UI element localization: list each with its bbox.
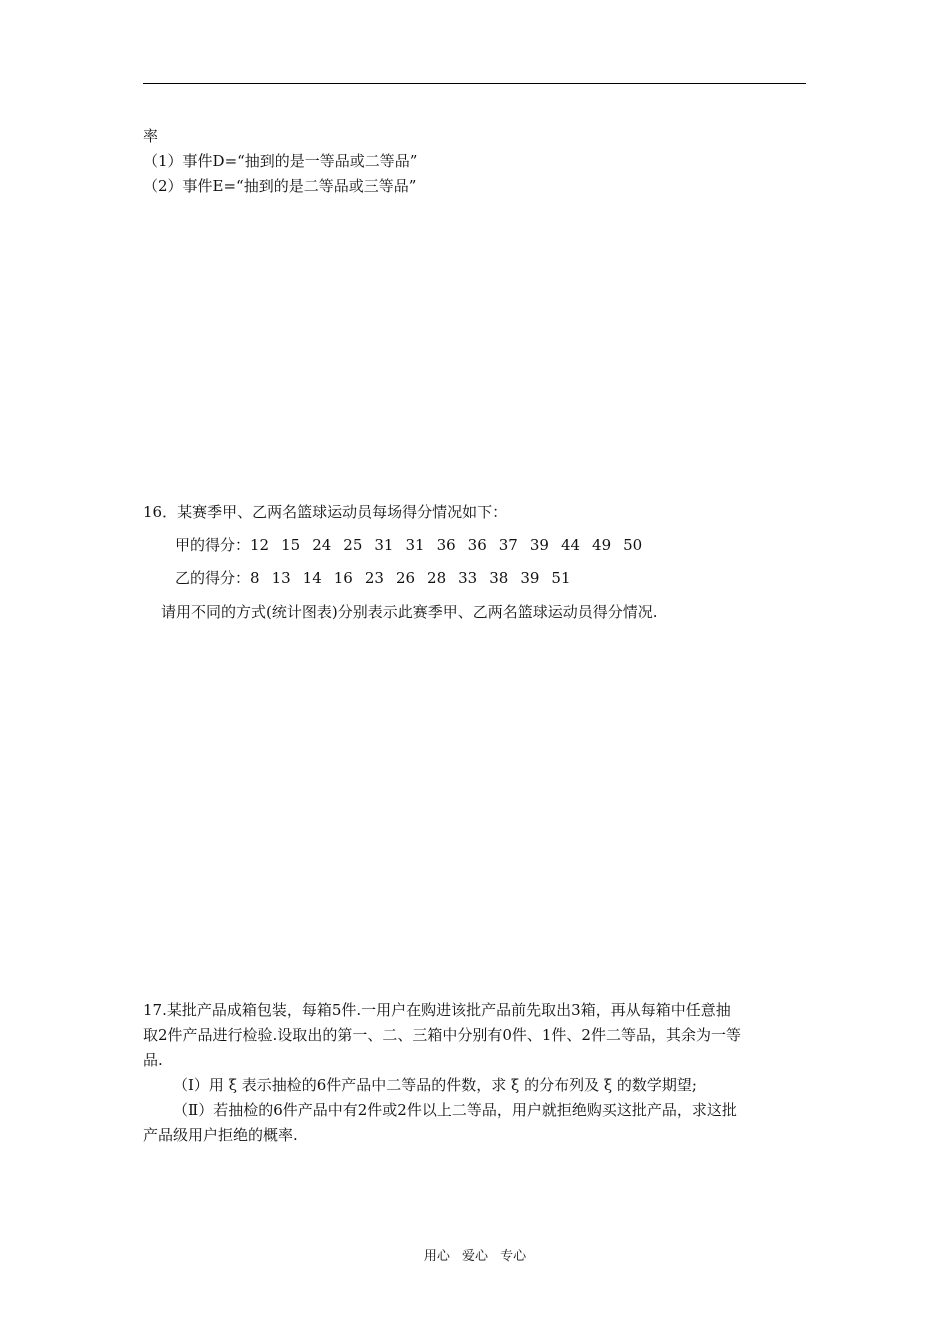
jia-score: 15 bbox=[281, 536, 301, 554]
jia-score: 50 bbox=[623, 536, 643, 554]
yi-score: 33 bbox=[458, 569, 478, 587]
question16-title: 16．某赛季甲、乙两名篮球运动员每场得分情况如下： bbox=[143, 503, 508, 521]
jia-score: 36 bbox=[436, 536, 456, 554]
page-footer bbox=[0, 1248, 950, 1266]
yi-score: 23 bbox=[364, 569, 384, 587]
footer-word-3: 专心 bbox=[500, 1249, 527, 1264]
section15-line: 率 bbox=[143, 127, 159, 145]
yi-score: 8 bbox=[250, 569, 260, 587]
section15-item2: （2）事件E=“抽到的是二等品或三等品” bbox=[143, 177, 417, 195]
jia-score: 37 bbox=[498, 536, 518, 554]
question17-line2: 取2件产品进行检验.设取出的第一、二、三箱中分别有0件、1件、2件二等品，其余为一等 bbox=[143, 1026, 741, 1044]
jia-score: 49 bbox=[592, 536, 612, 554]
yi-score: 16 bbox=[333, 569, 353, 587]
question17-line1: 17.某批产品成箱包装，每箱5件.一用户在购进该批产品前先取出3箱，再从每箱中任意抽 bbox=[143, 1001, 731, 1019]
header-rule bbox=[143, 83, 806, 84]
yi-score: 51 bbox=[551, 569, 571, 587]
yi-label: 乙的得分： bbox=[175, 569, 251, 587]
yi-score: 14 bbox=[302, 569, 322, 587]
jia-score: 44 bbox=[560, 536, 581, 554]
yi-score: 13 bbox=[271, 569, 291, 587]
yi-score: 28 bbox=[427, 569, 447, 587]
footer-word-2: 爱心 bbox=[461, 1249, 488, 1264]
question17-part1: （Ⅰ）用 ξ 表示抽检的6件产品中二等品的件数，求 ξ 的分布列及 ξ 的数学期望; bbox=[173, 1076, 697, 1094]
jia-score: 12 bbox=[250, 536, 270, 554]
yi-score: 39 bbox=[520, 569, 540, 587]
jia-scores-row bbox=[175, 535, 642, 555]
question16-task: 请用不同的方式(统计图表)分别表示此赛季甲、乙两名篮球运动员得分情况. bbox=[161, 603, 658, 621]
question17-line3: 品. bbox=[143, 1051, 163, 1069]
jia-score: 24 bbox=[312, 536, 332, 554]
section15-item1: （1）事件D=“抽到的是一等品或二等品” bbox=[143, 152, 418, 170]
question17-part2-cont: 产品级用户拒绝的概率. bbox=[143, 1126, 298, 1144]
yi-scores-row bbox=[175, 568, 571, 588]
jia-label: 甲的得分： bbox=[175, 536, 251, 554]
jia-score: 36 bbox=[467, 536, 487, 554]
jia-score: 25 bbox=[343, 536, 363, 554]
jia-score: 31 bbox=[374, 536, 394, 554]
jia-score: 39 bbox=[529, 536, 549, 554]
yi-score: 38 bbox=[489, 569, 509, 587]
footer-word-1: 用心 bbox=[423, 1249, 450, 1264]
question17-part2: （Ⅱ）若抽检的6件产品中有2件或2件以上二等品，用户就拒绝购买这批产品，求这批 bbox=[173, 1101, 737, 1119]
yi-score: 26 bbox=[395, 569, 416, 587]
jia-score: 31 bbox=[405, 536, 425, 554]
